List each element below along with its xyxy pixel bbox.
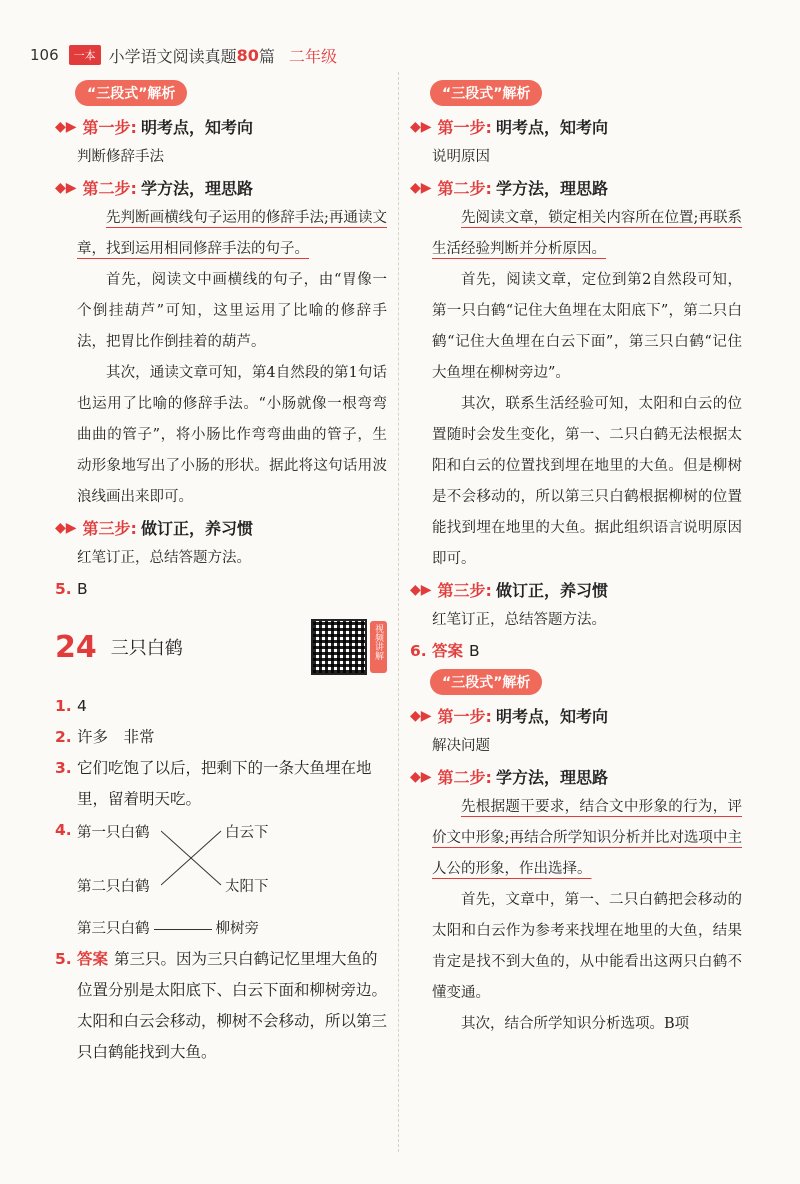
answer-text: B [469, 642, 480, 660]
step-label: 第二步: [437, 768, 492, 787]
step-one [55, 115, 387, 138]
answer-item [55, 753, 387, 815]
arrow-icon: ◆▶ [55, 519, 77, 536]
step-text: 红笔订正，总结答题方法。 [77, 550, 251, 566]
step-label: 第二步: [437, 179, 492, 198]
method-text: 先根据题干要求，结合文中形象的行为，评价文中形象;再结合所学知识分析并比对选项中主人公的形象，作出选择。 [432, 799, 742, 877]
answer-number: 5. [55, 950, 72, 968]
section-heading [55, 619, 387, 675]
answer-number: 6. [410, 642, 427, 660]
step-two [410, 765, 742, 788]
page-number: 106 [30, 46, 59, 64]
match-left-1: 第一只白鹤 [77, 825, 150, 841]
match-right-2: 太阳下 [225, 879, 269, 895]
arrow-icon: ◆▶ [55, 118, 77, 135]
step-text: 说明原因 [432, 149, 490, 165]
answer-text: 4 [77, 697, 87, 715]
analysis-pill: “三段式”解析 [430, 80, 542, 106]
arrow-icon: ◆▶ [410, 768, 432, 785]
column-divider [398, 72, 399, 1152]
step-label: 第一步: [82, 118, 137, 137]
step-title: 学方法，理思路 [495, 768, 608, 787]
answer-text: B [77, 580, 88, 598]
match-dash [154, 929, 212, 930]
step-label: 第二步: [82, 179, 137, 198]
video-tag[interactable]: 视频讲解 [370, 621, 387, 673]
step-text: 判断修辞手法 [77, 149, 164, 165]
answer-label: 答案 [77, 950, 109, 968]
step-title: 明考点，知考向 [495, 707, 608, 726]
answer-number: 2. [55, 728, 72, 746]
arrow-icon: ◆▶ [410, 707, 432, 724]
step-text: 红笔订正，总结答题方法。 [432, 612, 606, 628]
analysis-paragraph: 首先，阅读文章，定位到第2自然段可知，第一只白鹤“记住大鱼埋在太阳底下”，第二只白鹤“记住大鱼埋在白云下面”，第三只白鹤“记住大鱼埋在柳树旁边”。 [432, 272, 742, 381]
step-three [410, 578, 742, 601]
step-title: 做订正，养习惯 [495, 581, 608, 600]
arrow-icon: ◆▶ [410, 118, 432, 135]
step-label: 第一步: [437, 118, 492, 137]
analysis-paragraph: 其次，结合所学知识分析选项。B项 [461, 1016, 690, 1032]
book-title: 小学语文阅读真题 [108, 46, 237, 66]
answer-text: 许多 非常 [77, 728, 155, 746]
matching-diagram [77, 815, 387, 913]
step-label: 第三步: [82, 519, 137, 538]
match-left-3: 第三只白鹤 [77, 921, 150, 937]
answer-text: 第三只。因为三只白鹤记忆里埋大鱼的位置分别是太阳底下、白云下面和柳树旁边。太阳和白云会移动，柳树不会移动，所以第三只白鹤能找到大鱼。 [77, 950, 388, 1061]
step-title: 学方法，理思路 [140, 179, 253, 198]
brand-logo: 一本 [69, 45, 101, 65]
step-label: 第一步: [437, 707, 492, 726]
page-header [30, 40, 337, 70]
arrow-icon: ◆▶ [410, 581, 432, 598]
analysis-paragraph: 其次，联系生活经验可知，太阳和白云的位置随时会发生变化，第一、二只白鹤无法根据太阳和白云的位置找到埋在地里的大鱼。但是柳树是不会移动的，所以第三只白鹤根据柳树的位置能找到埋在地里的大鱼。据此组织语言说明原因即可。 [432, 396, 742, 567]
arrow-icon: ◆▶ [55, 179, 77, 196]
method-text: 先阅读文章，锁定相关内容所在位置;再联系生活经验判断并分析原因。 [432, 210, 742, 257]
step-one [410, 704, 742, 727]
analysis-paragraph: 其次，通读文章可知，第4自然段的第1句话也运用了比喻的修辞手法。“小肠就像一根弯弯曲曲的管子”，将小肠比作弯弯曲曲的管子，生动形象地写出了小肠的形状。据此将这句话用波浪线画出来即可。 [77, 365, 387, 505]
step-title: 做订正，养习惯 [140, 519, 253, 538]
answer-item [55, 722, 387, 753]
section-number: 24 [55, 629, 97, 665]
step-two [55, 176, 387, 199]
step-three [55, 516, 387, 539]
method-text: 先判断画横线句子运用的修辞手法;再通读文章，找到运用相同修辞手法的句子。 [77, 210, 387, 257]
answer-number: 5. [55, 580, 72, 598]
analysis-pill: “三段式”解析 [430, 669, 542, 695]
analysis-pill: “三段式”解析 [75, 80, 187, 106]
answer-label: 答案 [432, 642, 464, 660]
step-label: 第三步: [437, 581, 492, 600]
qr-code-icon[interactable] [311, 619, 367, 675]
step-two [410, 176, 742, 199]
section-title: 三只白鹤 [110, 638, 183, 659]
answer-item [55, 691, 387, 722]
left-column: “三段式”解析 ◆▶ 第一步: 明考点，知考向 判断修辞手法 ◆▶ 第二步: 学方法，理思路 先判断画横线句子运用的修辞手法;再通读文章，找到运用相同修辞手法的句子。 首先，阅读文中画横线的句子，由“胃像一个倒挂葫芦”可知，这里运用了比喻的修辞手法，把胃比作倒挂着的葫芦。 其次，通读文章可知，第4自然段的第1句话也运用了比喻的修辞手法。“小肠就像一根弯弯曲曲的管子”，将小肠比作弯弯曲曲的管子，生动形象地写出了小肠的形状。据此将这句话用波浪线画出来即可。 ◆▶ 第三步: 做订正，养习惯 红笔订正，总结答题方法。 5. B 24 三只白鹤 视频讲解 1. 4 2. 许多 非常 3. 它们吃饱了以后，把剩下的一条大鱼埋在地里，留着明天吃。 4. 第一只白鹤 第二只白鹤 白云下 太阳下 第三只白鹤 柳树旁 5. 答案 第三只。因为三只白鹤记忆里埋大鱼的位置分别是太阳底下、白云下面和柳树旁边。太阳和白云会移动，柳树不会移动，所以第三只白鹤能找到大鱼。 [55, 78, 387, 1068]
step-text: 解决问题 [432, 738, 490, 754]
step-title: 明考点，知考向 [140, 118, 253, 137]
book-unit: 篇 [258, 46, 275, 66]
match-right-3: 柳树旁 [215, 921, 259, 937]
book-count: 80 [236, 45, 259, 65]
analysis-paragraph: 首先，文章中，第一、二只白鹤把会移动的太阳和白云作为参考来找埋在地里的大鱼，结果肯定是找不到大鱼的，从中能看出这两只白鹤不懂变通。 [432, 892, 742, 1001]
match-left-2: 第二只白鹤 [77, 879, 150, 895]
grade-label: 二年级 [288, 46, 337, 66]
match-right-1: 白云下 [225, 825, 269, 841]
answer-text: 它们吃饱了以后，把剩下的一条大鱼埋在地里，留着明天吃。 [77, 759, 372, 808]
answer-number: 1. [55, 697, 72, 715]
right-column [410, 78, 742, 1040]
answer-item [55, 944, 387, 1068]
match-lines [161, 815, 223, 905]
step-one [410, 115, 742, 138]
analysis-paragraph: 首先，阅读文中画横线的句子，由“胃像一个倒挂葫芦”可知，这里运用了比喻的修辞手法，把胃比作倒挂着的葫芦。 [77, 272, 387, 350]
arrow-icon: ◆▶ [410, 179, 432, 196]
match-solo-row [77, 917, 387, 938]
answer-item [55, 574, 387, 605]
step-title: 学方法，理思路 [495, 179, 608, 198]
step-title: 明考点，知考向 [495, 118, 608, 137]
answer-item [410, 636, 742, 667]
answer-number: 3. [55, 759, 72, 777]
